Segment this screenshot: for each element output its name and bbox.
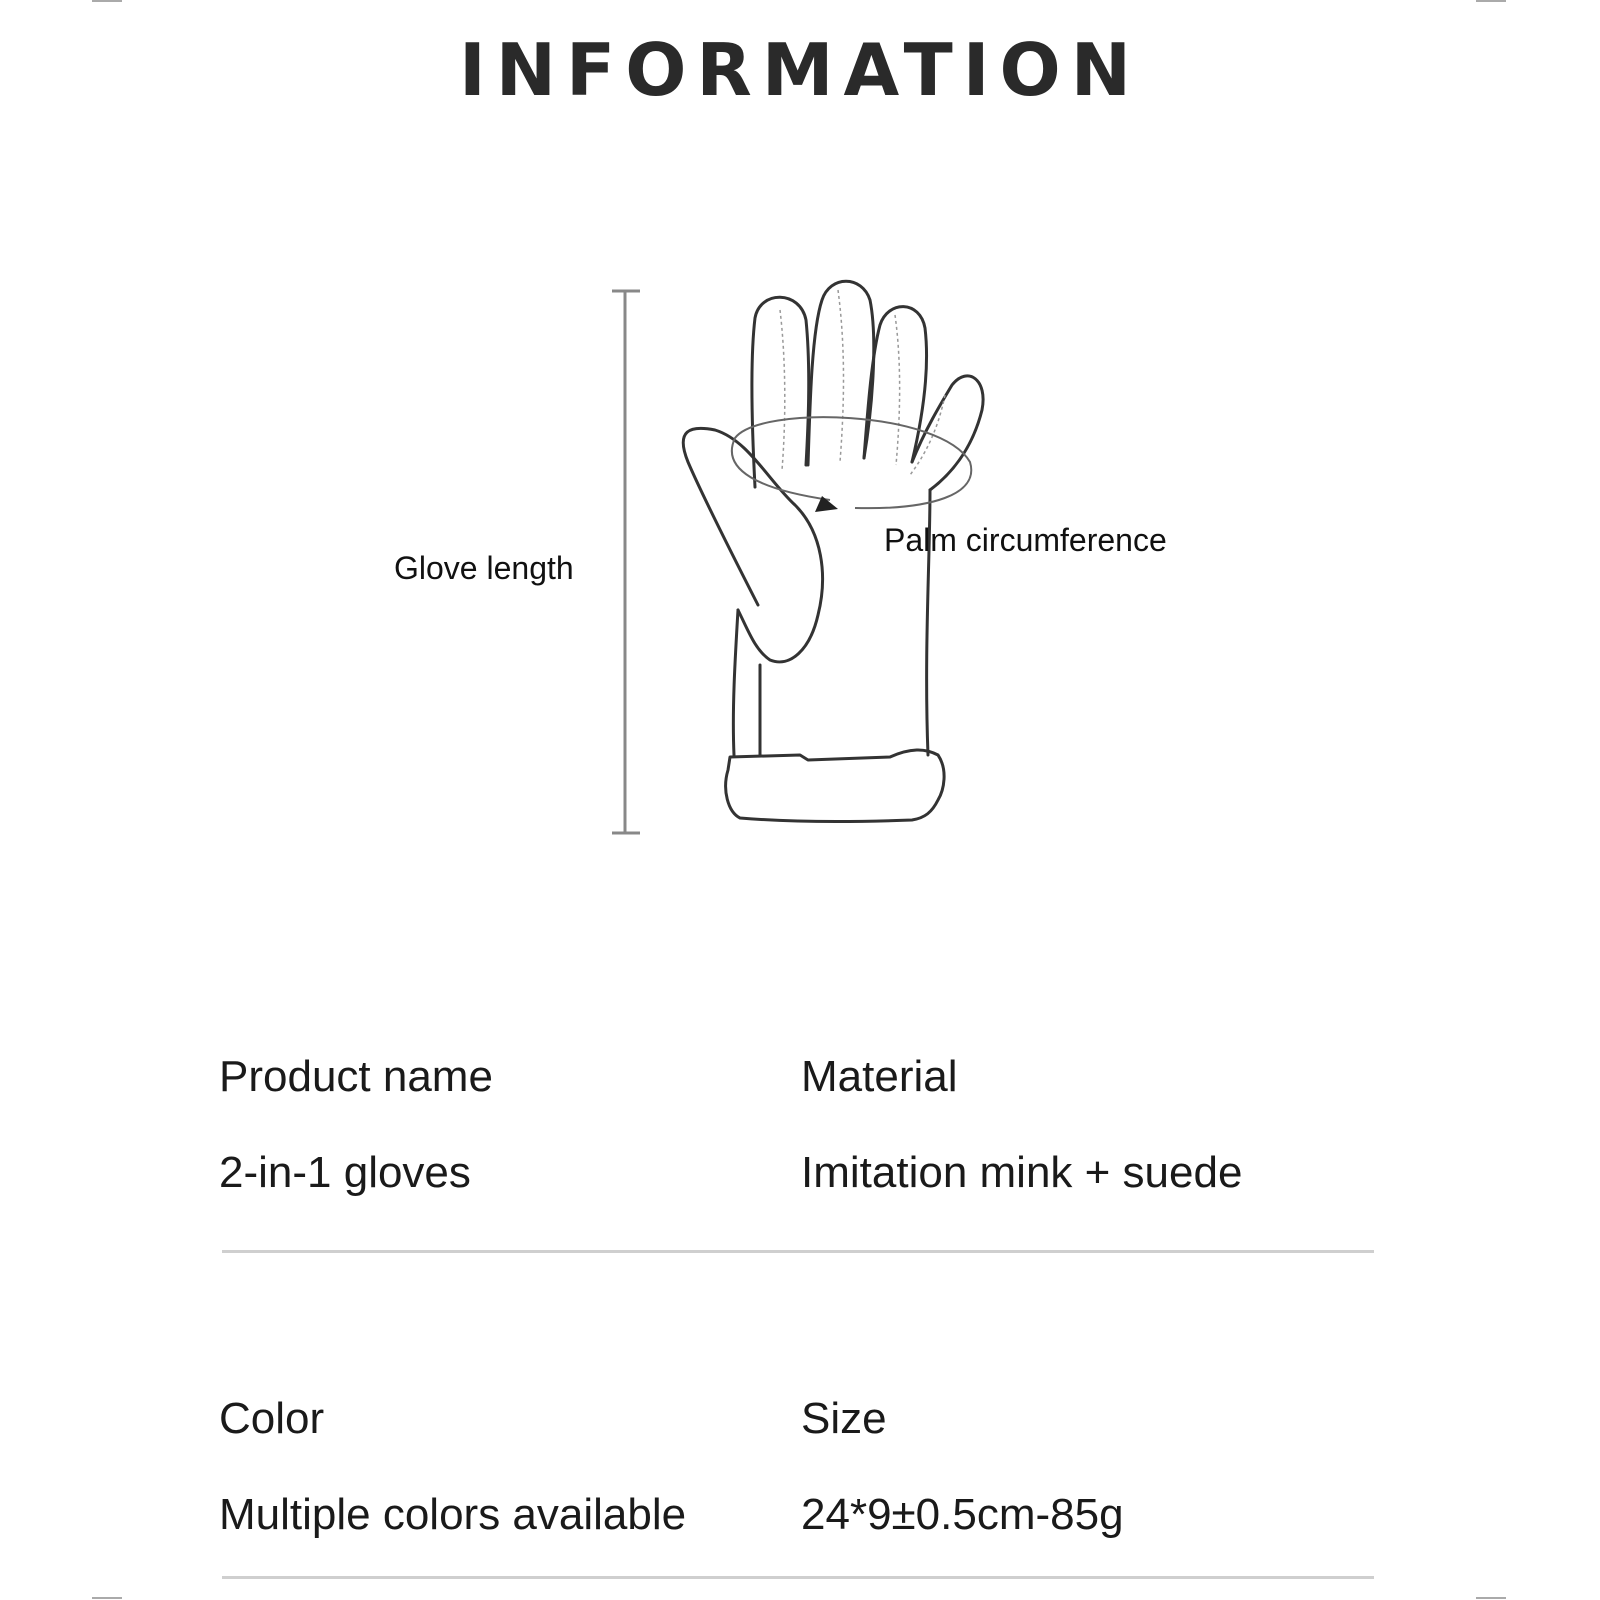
product-name-label: Product name (219, 1052, 493, 1101)
page-title: INFORMATION (458, 28, 1142, 112)
corner-mark-bottom-left (92, 1597, 122, 1599)
material-value: Imitation mink + suede (801, 1148, 1243, 1197)
divider-top (222, 1250, 1374, 1253)
glove-length-bar (612, 291, 640, 833)
product-name-value: 2-in-1 gloves (219, 1148, 471, 1197)
divider-bottom (222, 1576, 1374, 1579)
palm-circumference-label: Palm circumference (884, 522, 1167, 558)
glove-length-label: Glove length (394, 550, 574, 586)
color-label: Color (219, 1394, 325, 1443)
corner-mark-bottom-right (1476, 1597, 1506, 1599)
size-value: 24*9±0.5cm-85g (801, 1490, 1124, 1539)
material-label: Material (801, 1052, 958, 1101)
color-value: Multiple colors available (219, 1490, 687, 1539)
size-label: Size (801, 1394, 887, 1443)
palm-circumference-marker (732, 417, 971, 512)
